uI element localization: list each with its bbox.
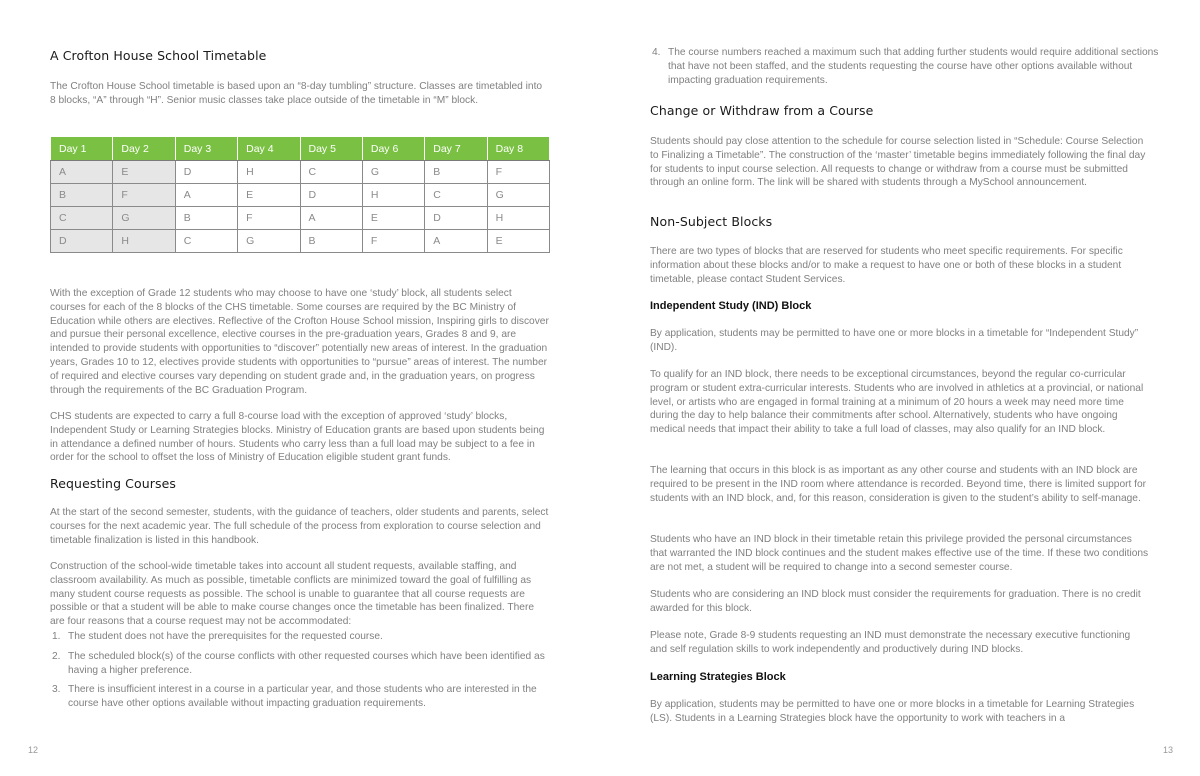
table-row [51, 161, 550, 184]
table-cell: C [175, 230, 237, 253]
timetable-header-cell: Day 6 [362, 137, 424, 161]
table-cell: F [487, 161, 549, 184]
section-title-change-withdraw: Change or Withdraw from a Course [650, 103, 874, 118]
table-cell: G [238, 230, 300, 253]
list-item [50, 630, 550, 644]
paragraph-ind-learning: The learning that occurs in this block is as important as any other course and students with an IND block are required to be present in the IND room where attendance is recorded. Beyond time, there is limited support for students with an IND block, and, for this reason, consideration is given to the student’s ability to self-manage. [650, 465, 1147, 504]
table-cell: D [175, 161, 237, 184]
table-cell: E [113, 161, 175, 184]
table-cell: B [300, 230, 362, 253]
table-cell: A [300, 207, 362, 230]
table-cell: E [487, 230, 549, 253]
timetable-header-cell: Day 7 [425, 137, 487, 161]
table-cell: C [425, 184, 487, 207]
paragraph-ind-retain: Students who have an IND block in their timetable retain this privilege provided the personal circumstances that warranted the IND block continues and the student makes effective use of the time. If these two conditions are not met, a student will be required to change into a second semester course. [650, 534, 1149, 573]
table-cell: F [113, 184, 175, 207]
table-row [51, 230, 550, 253]
paragraph-course-load: CHS students are expected to carry a full 8-course load with the exception of approved ‘study’ blocks, Independent Study or Learning Strategies blocks. Ministry of Education grants are based upon students being in attendance a defined number of hours. Students who carry less than a full load may be subject to a fee in order for the school to offset the loss of Ministry of Education eligible student grant funds. [50, 411, 545, 464]
paragraph-ind-graduation: Students who are considering an IND block must consider the requirements for graduation. There is no credit awarded for this block. [650, 589, 1141, 614]
page-number: 12 [28, 745, 39, 755]
timetable-header-cell: Day 3 [175, 137, 237, 161]
section-title-requesting-courses: Requesting Courses [50, 476, 177, 491]
page-number: 13 [1163, 745, 1174, 755]
paragraph-change-withdraw: Students should pay close attention to the schedule for course selection listed in “Schedule: Course Selection to Finalizing a Timetable”. The construction of the ‘master’ timetable begins immediately following the final day for students to input course selection. All requests to change or withdraw from a course must be submitted through an online form. The link will be shared with students through a MySchool announcement. [650, 136, 1146, 189]
right-page [600, 0, 1200, 776]
subsection-title-learning-strategies: Learning Strategies Block [650, 671, 786, 683]
table-cell: E [362, 207, 424, 230]
table-cell: F [238, 207, 300, 230]
list-item-text: The course numbers reached a maximum such that adding further students would require additional sections that have not been staffed, and the students requesting the course have other options available without impacting graduation requirements. [668, 47, 1159, 86]
table-cell: B [51, 184, 113, 207]
table-cell: F [362, 230, 424, 253]
list-item [50, 683, 550, 711]
paragraph-course-selection: With the exception of Grade 12 students who may choose to have one ‘study’ block, all students select courses for each of the 8 blocks of the CHS timetable. Some courses are required by the BC Ministry of Education while others are electives. Reflective of the Crofton House School mission, Inspiring girls to discover and pursue their personal excellence, elective courses in the pre-graduation years, Grades 8 and 9, are intended to provide students with opportunities to “discover” potentially new areas of interest. In the graduation years, Grades 10 to 12, electives provide students with opportunities to “pursue” areas of interest. The number of required and elective courses vary depending on student grade and, in the graduation years, on progress through the requirements of the BC Graduation Program. [50, 288, 549, 396]
table-cell: H [487, 207, 549, 230]
paragraph-timetable-construction: Construction of the school-wide timetable takes into account all student requests, available staffing, and classroom availability. As much as possible, timetable conflicts are minimized toward the goal of fulfilling as many student course requests as possible. The school is unable to guarantee that all course requests are possible or that a student will be able to make course changes once the timetable has been finalized. There are four reasons that a course request may not be accommodated: [50, 561, 535, 628]
list-item-text: The student does not have the prerequisites for the requested course. [68, 631, 383, 642]
list-item [650, 46, 1168, 87]
paragraph-ind-grade-note: Please note, Grade 8-9 students requesting an IND must demonstrate the necessary executive functioning and self regulation skills to work independently and productively during IND blocks. [650, 630, 1131, 655]
timetable-table [50, 136, 550, 253]
table-cell: G [362, 161, 424, 184]
table-cell: D [51, 230, 113, 253]
table-row [51, 207, 550, 230]
list-item-text: The scheduled block(s) of the course conflicts with other requested courses which have been identified as having a higher preference. [68, 650, 545, 676]
section-title-timetable: A Crofton House School Timetable [50, 48, 267, 63]
table-cell: A [51, 161, 113, 184]
table-row [51, 184, 550, 207]
timetable-header-cell: Day 1 [51, 137, 113, 161]
table-cell: H [238, 161, 300, 184]
timetable-header-row [51, 137, 550, 161]
timetable-header-cell: Day 2 [113, 137, 175, 161]
list-item-number: 2. [52, 650, 61, 662]
list-item-text: There is insufficient interest in a course in a particular year, and those students who are interested in the course have other options available without impacting graduation requirements. [68, 684, 537, 710]
timetable-header-cell: Day 4 [238, 137, 300, 161]
list-item-number: 4. [652, 47, 661, 58]
timetable-intro: The Crofton House School timetable is based upon an “8-day tumbling” structure. Classes are timetabled into 8 blocks, “A” through “H”. Senior music classes take place outside of the timetable in “M” block. [50, 81, 543, 106]
paragraph-learning-strategies: By application, students may be permitted to have one or more blocks in a timetable for Learning Strategies (LS). Students in a Learning Strategies block have the opportunity to work with teachers in a [650, 699, 1135, 724]
table-cell: D [300, 184, 362, 207]
table-cell: C [300, 161, 362, 184]
table-cell: E [238, 184, 300, 207]
reasons-list [50, 630, 550, 717]
list-item-number: 3. [52, 684, 61, 696]
table-cell: G [487, 184, 549, 207]
paragraph-ind-application: By application, students may be permitted to have one or more blocks in a timetable for “Independent Study” (IND). [650, 328, 1139, 353]
timetable-header-cell: Day 5 [300, 137, 362, 161]
table-cell: B [425, 161, 487, 184]
table-cell: A [175, 184, 237, 207]
list-item-number: 1. [52, 631, 61, 642]
timetable-header-cell: Day 8 [487, 137, 549, 161]
subsection-title-independent-study: Independent Study (IND) Block [650, 300, 812, 312]
paragraph-non-subject-blocks: There are two types of blocks that are reserved for students who meet specific requirements. For specific information about these blocks and/or to make a request to have one or both of these blocks in a student timetable, please contact Student Services. [650, 246, 1123, 285]
table-cell: C [51, 207, 113, 230]
table-cell: H [362, 184, 424, 207]
paragraph-second-semester: At the start of the second semester, students, with the guidance of teachers, older students and parents, select courses for the next academic year. The full schedule of the process from exploration to course selection and timetable finalization is listed in this handbook. [50, 507, 549, 546]
table-cell: A [425, 230, 487, 253]
table-cell: B [175, 207, 237, 230]
table-cell: D [425, 207, 487, 230]
list-item [50, 650, 550, 678]
table-cell: G [113, 207, 175, 230]
section-title-non-subject-blocks: Non-Subject Blocks [650, 214, 773, 229]
table-cell: H [113, 230, 175, 253]
paragraph-ind-qualify: To qualify for an IND block, there needs to be exceptional circumstances, beyond the regular co-curricular program or student extra-curricular interests. Students who are involved in athletics at a provincial, or national level, or artists who are engaged in formal training at a minimum of 20 hours a week may need more time during the day to help balance their commitments after school. Alternatively, students who have ongoing medical needs that impact their ability to take a full load of classes, may also qualify for an IND block. [650, 369, 1144, 436]
